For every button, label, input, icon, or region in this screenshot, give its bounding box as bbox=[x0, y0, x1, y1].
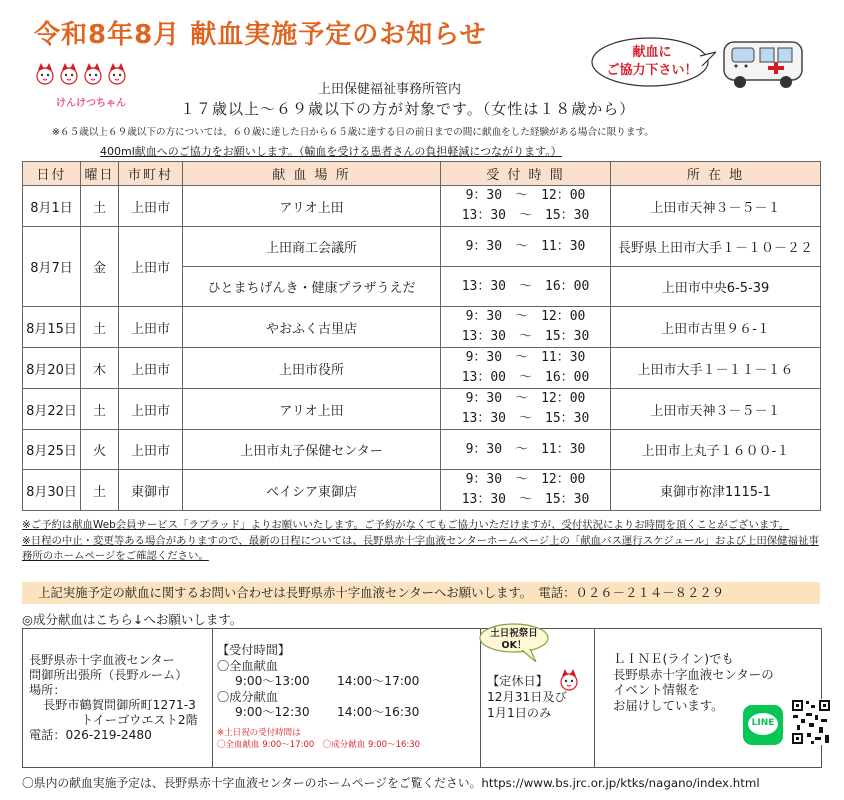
center-name-2: 問御所出張所（長野ルーム） bbox=[29, 668, 188, 682]
cell-time: 9：30 ～ 12：00 13：30 ～ 15：30 bbox=[441, 307, 611, 348]
table-row bbox=[23, 186, 821, 227]
cell-date: 8月20日 bbox=[23, 348, 81, 389]
table-row bbox=[23, 307, 821, 348]
center-info bbox=[23, 629, 213, 767]
table-header-row bbox=[23, 162, 821, 186]
closed-line-2: 1月1日のみ bbox=[487, 706, 552, 720]
whole-blood-am: 9:00～13:00 bbox=[235, 674, 310, 688]
line-text-3: イベント情報を bbox=[613, 682, 700, 697]
footer-text: 〇県内の献血実施予定は、長野県赤十字血液センターのホームページをご覧ください。https://www.bs.jrc.or.jp/ktks/nagano/index.html bbox=[22, 776, 760, 790]
table-row bbox=[23, 227, 821, 267]
cell-address: 長野県上田市大手１－１０－２２ bbox=[611, 227, 821, 267]
center-phone: 電話：026-219-2480 bbox=[29, 728, 152, 742]
cell-time: 9：30 ～ 12：00 13：30 ～ 15：30 bbox=[441, 186, 611, 227]
header-time: 受 付 時 間 bbox=[441, 162, 611, 186]
cell-address: 上田市大手１－１１－１６ bbox=[611, 348, 821, 389]
reservation-notes bbox=[22, 518, 822, 565]
cell-date: 8月7日 bbox=[23, 227, 81, 307]
cell-day: 土 bbox=[81, 389, 119, 430]
hours-label: 【受付時間】 bbox=[217, 643, 291, 657]
table-row bbox=[23, 389, 821, 430]
header-address: 所 在 地 bbox=[611, 162, 821, 186]
holiday-bubble-text bbox=[478, 628, 550, 652]
component-hours bbox=[217, 705, 480, 721]
cell-place: やおふく古里店 bbox=[183, 307, 441, 348]
cell-day: 金 bbox=[81, 227, 119, 307]
cell-address: 上田市中央6-5-39 bbox=[611, 267, 821, 307]
whole-blood-label: 〇全血献血 bbox=[217, 658, 278, 673]
table-row bbox=[23, 470, 821, 511]
header-city: 市町村 bbox=[119, 162, 183, 186]
cell-date: 8月22日 bbox=[23, 389, 81, 430]
cell-day: 木 bbox=[81, 348, 119, 389]
center-address-1: 長野市鶴賀問御所町1271-3 bbox=[43, 698, 196, 712]
cell-address: 上田市古里９６-１ bbox=[611, 307, 821, 348]
cell-time: 13：30 ～ 16：00 bbox=[441, 267, 611, 307]
cell-day: 土 bbox=[81, 470, 119, 511]
cell-date: 8月1日 bbox=[23, 186, 81, 227]
line-info bbox=[595, 629, 821, 767]
holiday-line-2: OK！ bbox=[501, 640, 527, 651]
blood-bus-icon bbox=[718, 36, 808, 92]
cell-place: アリオ上田 bbox=[183, 389, 441, 430]
cell-city: 上田市 bbox=[119, 348, 183, 389]
closed-line-1: 12月31日及び bbox=[487, 690, 567, 704]
cell-time: 9：30 ～ 11：30 bbox=[441, 430, 611, 470]
cell-place: 上田市役所 bbox=[183, 348, 441, 389]
line-text-2: 長野県赤十字血液センターの bbox=[613, 666, 774, 682]
mascot-icon bbox=[58, 62, 80, 88]
line-text-4: お届けしています。 bbox=[613, 697, 724, 713]
cell-day: 土 bbox=[81, 307, 119, 348]
mascot-group bbox=[34, 62, 130, 94]
cell-place: ベイシア東御店 bbox=[183, 470, 441, 511]
400ml-note-text: 400ml献血へのご協力をお願いします。（輸血を受ける患者さんの負担軽減につながります。） bbox=[100, 145, 562, 158]
reservation-note: ※ご予約は献血Web会員サービス「ラブラッド」よりお願いいたします。ご予約がなくてもご協力いただけますが、受付状況によりお時間を頂くことがございます。 bbox=[22, 519, 790, 531]
mascot-icon bbox=[34, 62, 56, 88]
hours-info bbox=[213, 629, 481, 767]
component-donation-title: ◎成分献血はこちら↓へお願いします。 bbox=[22, 612, 243, 627]
cell-time: 9：30 ～ 11：30 13：00 ～ 16：00 bbox=[441, 348, 611, 389]
component-pm: 14:00～16:30 bbox=[337, 705, 420, 719]
schedule-change-note: ※日程の中止・変更等ある場合がありますので、最新の日程については、長野県赤十字血液センターホームページ上の「献血バス運行スケジュール」および上田保健福祉事務所のホームページをご確認ください。 bbox=[22, 534, 819, 562]
bubble-text bbox=[596, 44, 708, 80]
cell-date: 8月30日 bbox=[23, 470, 81, 511]
cell-time: 9：30 ～ 11：30 bbox=[441, 227, 611, 267]
cell-city: 東御市 bbox=[119, 470, 183, 511]
cell-address: 東御市祢津1115-1 bbox=[611, 470, 821, 511]
whole-blood-hours bbox=[217, 674, 480, 690]
office-name: 上田保健福祉事務所管内 bbox=[318, 82, 462, 97]
header-day: 曜日 bbox=[81, 162, 119, 186]
cell-address: 上田市上丸子１６００-１ bbox=[611, 430, 821, 470]
line-logo-text: LINE bbox=[751, 718, 775, 728]
holiday-line-1: 土日祝祭日 bbox=[490, 628, 538, 639]
line-text-1: ＬＩＮＥ(ライン)でも bbox=[613, 651, 734, 666]
whole-blood-pm: 14:00～17:00 bbox=[337, 674, 420, 688]
header-date: 日付 bbox=[23, 162, 81, 186]
mascot-icon bbox=[558, 668, 580, 694]
age-note: ※６５歳以上６９歳以下の方については、６０歳に達した日から６５歳に達する日の前日までの間に献血をした経験がある場合に限ります。 bbox=[52, 127, 654, 138]
center-address-2: トイーゴウエスト2階 bbox=[81, 713, 198, 727]
line-text bbox=[613, 651, 774, 713]
cell-time: 9：30 ～ 12：00 13：30 ～ 15：30 bbox=[441, 389, 611, 430]
cell-day: 火 bbox=[81, 430, 119, 470]
cell-address: 上田市天神３－５－１ bbox=[611, 389, 821, 430]
cell-address: 上田市天神３－５－１ bbox=[611, 186, 821, 227]
cell-date: 8月15日 bbox=[23, 307, 81, 348]
cell-city: 上田市 bbox=[119, 430, 183, 470]
cell-place: ひとまちげんき・健康プラザうえだ bbox=[183, 267, 441, 307]
target-text: １７歳以上～６９歳以下の方が対象です。（女性は１８歳から） bbox=[180, 100, 636, 118]
cell-city: 上田市 bbox=[119, 307, 183, 348]
component-label: 〇成分献血 bbox=[217, 689, 278, 704]
center-name-1: 長野県赤十字血液センター bbox=[29, 653, 175, 667]
cell-city: 上田市 bbox=[119, 389, 183, 430]
cell-date: 8月25日 bbox=[23, 430, 81, 470]
cell-time: 9：30 ～ 12：00 13：30 ～ 15：30 bbox=[441, 470, 611, 511]
cell-place: アリオ上田 bbox=[183, 186, 441, 227]
component-info-box bbox=[22, 628, 822, 768]
cell-place: 上田市丸子保健センター bbox=[183, 430, 441, 470]
qr-code-icon[interactable] bbox=[791, 699, 831, 745]
cell-place: 上田商工会議所 bbox=[183, 227, 441, 267]
weekend-times: 〇全血献血 9:00～17:00 〇成分献血 9:00～16:30 bbox=[217, 739, 421, 750]
page-title: 令和8年8月 献血実施予定のお知らせ bbox=[34, 20, 487, 50]
schedule-table bbox=[22, 161, 821, 511]
bubble-line-1: 献血に bbox=[632, 45, 672, 60]
mascot-icon bbox=[106, 62, 128, 88]
center-place-label: 場所： bbox=[29, 683, 66, 697]
table-row bbox=[23, 348, 821, 389]
cell-city: 上田市 bbox=[119, 186, 183, 227]
400ml-note bbox=[100, 143, 562, 159]
bubble-line-2: ご協力下さい！ bbox=[606, 63, 698, 78]
header-place: 献 血 場 所 bbox=[183, 162, 441, 186]
cell-day: 土 bbox=[81, 186, 119, 227]
closed-label: 【定休日】 bbox=[487, 674, 548, 688]
table-row bbox=[23, 430, 821, 470]
cell-city: 上田市 bbox=[119, 227, 183, 307]
mascot-icon bbox=[82, 62, 104, 88]
mascot-name: けんけつちゃん bbox=[56, 98, 126, 109]
component-am: 9:00～12:30 bbox=[235, 705, 310, 719]
contact-bar: 上記実施予定の献血に関するお問い合わせは長野県赤十字血液センターへお願いします。 電話：０２６－２１４－８２２９ bbox=[22, 582, 820, 604]
weekend-note: ※土日祝の受付時間は bbox=[217, 727, 301, 738]
line-logo-icon[interactable] bbox=[743, 705, 783, 745]
